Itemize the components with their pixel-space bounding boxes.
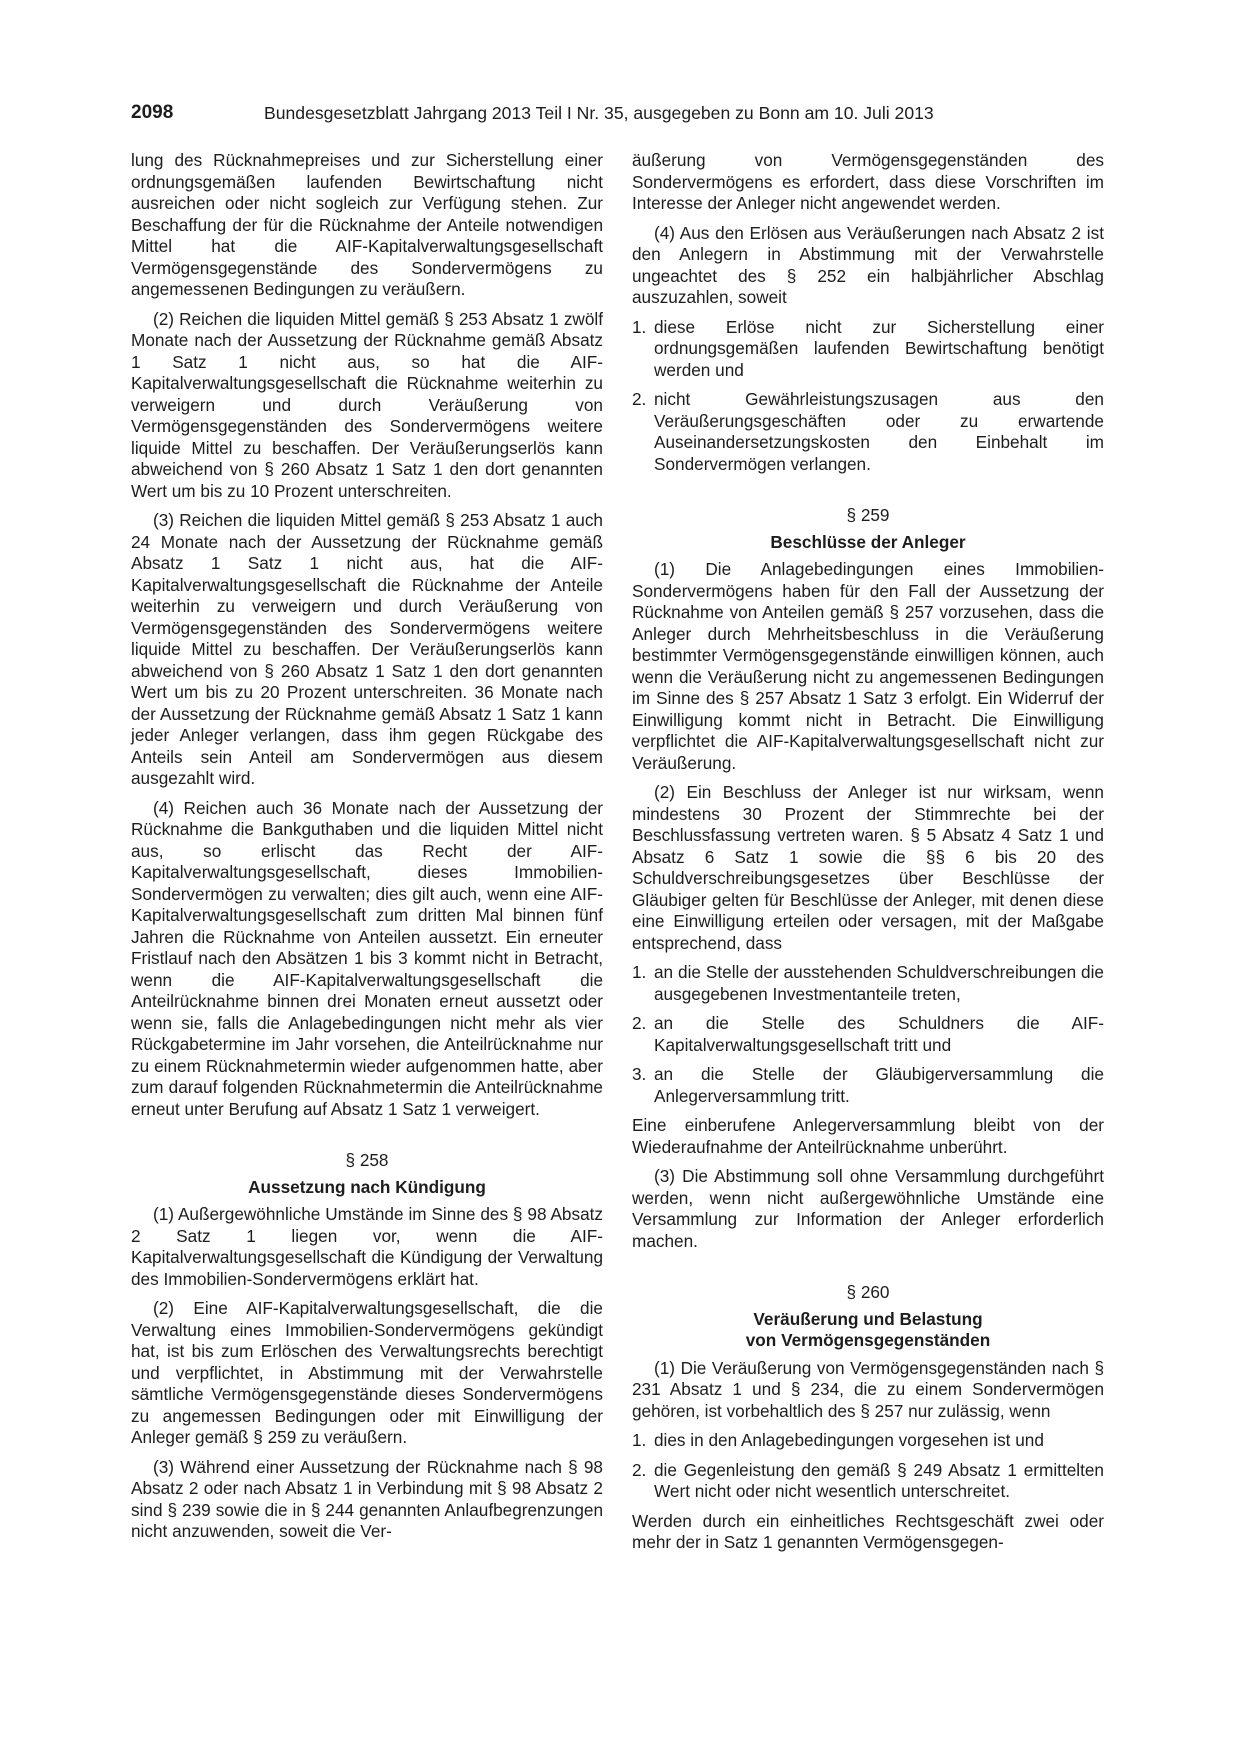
section-258-paragraph-1: (1) Außergewöhnliche Umstände im Sinne des § 98 Absatz 2 Satz 1 liegen vor, wenn die AIF-Kapitalverwaltungsgesellschaft die Kündigung der Verwaltung des Immobilien-Sondervermögens erklärt hat. [131,1204,603,1289]
list-item: 1. diese Erlöse nicht zur Sicherstellung einer ordnungsgemäßen laufenden Bewirtschaftung benötigt werden und [632,316,1104,380]
left-column [131,150,603,1551]
section-258-number: § 258 [345,1150,389,1170]
section-258-paragraph-2: (2) Eine AIF-Kapitalverwaltungsgesellschaft, die die Verwaltung eines Immobilien-Sondervermögens gekündigt hat, ist bis zum Erlöschen des Verwaltungsrechts berechtigt und verpflichtet, in Abstimmung mit der Verwahrstelle sämtliche Vermögensgegenstände dieses Sondervermögens zu angemessen Bedingungen oder mit Einwilligung der Anleger gemäß § 259 zu veräußern. [131,1298,603,1447]
section-259-paragraph-3: (3) Die Abstimmung soll ohne Versammlung durchgeführt werden, wenn nicht außergewöhnliche Umstände eine Versammlung zur Information der Anleger erforderlich machen. [632,1166,1104,1251]
section-260-paragraph-1: (1) Die Veräußerung von Vermögensgegenständen nach § 231 Absatz 1 und § 234, die zu einem Sondervermögen gehören, ist vorbehaltlich des § 257 nur zulässig, wenn [632,1357,1104,1421]
section-258-paragraph-3: (3) Während einer Aussetzung der Rücknahme nach § 98 Absatz 2 oder nach Absatz 1 in Verbindung mit § 98 Absatz 2 sind § 239 sowie die in § 244 genannten Anlaufbegrenzungen nicht anzuwenden, soweit die Ver- [131,1456,603,1541]
section-260-title-line-1: Veräußerung und Belastung [753,1308,983,1329]
list-item: 1. dies in den Anlagebedingungen vorgesehen ist und [632,1430,1044,1450]
list-item: 3. an die Stelle der Gläubigerversammlung die Anlegerversammlung tritt. [632,1064,1104,1106]
list-item: 2. nicht Gewährleistungszusagen aus den Veräußerungsgeschäften oder zu erwartende Auseinandersetzungskosten den Einbehalt im Sondervermögen verlangen. [632,389,1104,474]
paragraph-continuation: lung des Rücknahmepreises und zur Sicherstellung einer ordnungsgemäßen laufenden Bewirtschaftung nicht ausreichen oder nicht sogleich zur Verfügung stehen. Zur Beschaffung der für die Rücknahme der Anteile notwendigen Mittel hat die AIF-Kapitalverwaltungsgesellschaft Vermögensgegenstände des Sondervermögens zu angemessenen Bedingungen zu veräußern. [131,150,603,299]
section-259-number: § 259 [846,505,890,525]
section-259-paragraph-2: (2) Ein Beschluss der Anleger ist nur wirksam, wenn mindestens 30 Prozent der Stimmrechte bei der Beschlussfassung vertreten waren. § 5 Absatz 4 Satz 1 und Absatz 6 Satz 1 sowie die §§ 6 bis 20 des Schuldverschreibungsgesetzes über Beschlüsse der Gläubiger gelten für Beschlüsse der Anleger, mit denen diese eine Einwilligung erteilen oder versagen, mit der Maßgabe entsprechend, dass [632,782,1104,953]
section-258-paragraph-4: (4) Aus den Erlösen aus Veräußerungen nach Absatz 2 ist den Anlegern in Abstimmung mit der Verwahrstelle ungeachtet des § 252 ein halbjährlicher Abschlag auszuzahlen, soweit [632,222,1104,307]
paragraph-2: (2) Reichen die liquiden Mittel gemäß § 253 Absatz 1 zwölf Monate nach der Aussetzung der Rücknahme gemäß Absatz 1 Satz 1 nicht aus, so hat die AIF-Kapitalverwaltungsgesellschaft die Rücknahme weiterhin zu verweigern und durch Veräußerung von Vermögensgegenständen des Sondervermögens weitere liquide Mittel zu beschaffen. Der Veräußerungserlös kann abweichend von § 260 Absatz 1 Satz 1 den dort genannten Wert um bis zu 10 Prozent unterschreiten. [131,308,603,501]
section-260-paragraph-1-continuation: Werden durch ein einheitliches Rechtsgeschäft zwei oder mehr der in Satz 1 genannten Vermögensgegen- [632,1510,1104,1552]
section-259-title: Beschlüsse der Anleger [770,531,966,552]
page-header [131,101,1115,125]
section-259-paragraph-2-closing: Eine einberufene Anlegerversammlung bleibt von der Wiederaufnahme der Anteilrücknahme unberührt. [632,1115,1104,1157]
list-item: 1. an die Stelle der ausstehenden Schuldverschreibungen die ausgegebenen Investmentanteile treten, [632,962,1104,1004]
page-number: 2098 [131,102,174,123]
paragraph-3: (3) Reichen die liquiden Mittel gemäß § 253 Absatz 1 auch 24 Monate nach der Aussetzung der Rücknahme gemäß Absatz 1 Satz 1 nicht aus, hat die AIF-Kapitalverwaltungsgesellschaft die Rücknahme der Anteile weiterhin zu verweigern und durch Veräußerung von Vermögensgegenständen des Sondervermögens weitere liquide Mittel zu beschaffen. Der Veräußerungserlös kann abweichend von § 260 Absatz 1 Satz 1 den dort genannten Wert um bis zu 20 Prozent unterschreiten. 36 Monate nach der Aussetzung der Rücknahme gemäß Absatz 1 Satz 1 kann jeder Anleger verlangen, dass ihm gegen Rückgabe des Anteils sein Anteil am Sondervermögen aus diesem ausgezahlt wird. [131,510,603,788]
list-item: 2. an die Stelle des Schuldners die AIF-Kapitalverwaltungsgesellschaft tritt und [632,1013,1104,1055]
paragraph-4: (4) Reichen auch 36 Monate nach der Aussetzung der Rücknahme die Bankguthaben und die liquiden Mittel nicht aus, so erlischt das Recht der AIF-Kapitalverwaltungsgesellschaft, dieses Immobilien-Sondervermögen zu verwalten; dies gilt auch, wenn eine AIF-Kapitalverwaltungsgesellschaft zum dritten Mal binnen fünf Jahren die Rücknahme von Anteilen aussetzt. Ein erneuter Fristlauf nach den Absätzen 1 bis 3 kommt nicht in Betracht, wenn die AIF-Kapitalverwaltungsgesellschaft die Anteilrücknahme binnen drei Monaten erneut aussetzt oder wenn sie, falls die Anlagebedingungen nicht mehr als vier Rückgabetermine im Jahr vorsehen, die Anteilrücknahme nur zu einem Rücknahmetermin wieder aufgenommen hatte, aber zum darauf folgenden Rücknahmetermin die Anteilrücknahme erneut unter Berufung auf Absatz 1 Satz 1 verweigert. [131,797,603,1119]
section-259-paragraph-1: (1) Die Anlagebedingungen eines Immobilien-Sondervermögens haben für den Fall der Aussetzung der Rücknahme von Anteilen gemäß § 257 vorzusehen, dass die Anleger durch Mehrheitsbeschluss in die Veräußerung bestimmter Vermögensgegenstände einwilligen können, auch wenn die Veräußerung nicht zu angemessenen Bedingungen im Sinne des § 257 Absatz 1 Satz 3 erfolgt. Ein Widerruf der Einwilligung kommt nicht in Betracht. Die Einwilligung verpflichtet die AIF-Kapitalverwaltungsgesellschaft nicht zur Veräußerung. [632,559,1104,773]
right-column [632,150,1104,1554]
paragraph-continuation-right: äußerung von Vermögensgegenständen des Sondervermögens es erfordert, dass diese Vorschriften im Interesse der Anleger nicht angewendet werden. [632,150,1104,213]
section-258-title: Aussetzung nach Kündigung [248,1176,486,1197]
section-260-title-line-2: von Vermögensgegenständen [745,1330,991,1350]
section-260-title [632,1309,1104,1352]
list-item: 2. die Gegenleistung den gemäß § 249 Absatz 1 ermittelten Wert nicht oder nicht wesentlich unterschreitet. [632,1459,1104,1501]
section-260-number: § 260 [846,1282,890,1302]
gazette-title: Bundesgesetzblatt Jahrgang 2013 Teil I Nr. 35, ausgegeben zu Bonn am 10. Juli 2013 [264,103,934,123]
